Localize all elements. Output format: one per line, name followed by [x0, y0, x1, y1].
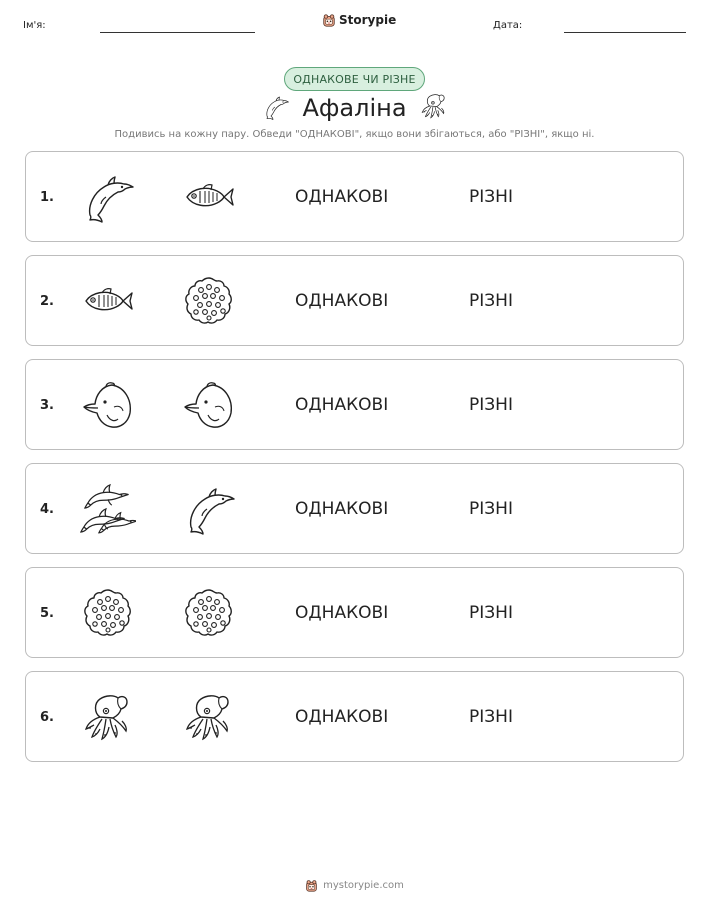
- page-title: Афаліна: [302, 94, 407, 122]
- dolphin-head-icon: [181, 377, 237, 433]
- row-number: 5.: [40, 606, 54, 621]
- storypie-logo: [322, 13, 396, 27]
- row-number: 1.: [40, 190, 54, 205]
- row-number: 3.: [40, 398, 54, 413]
- option-same[interactable]: ОДНАКОВІ: [295, 603, 389, 623]
- row-number: 6.: [40, 710, 54, 725]
- dolphin-group-icon: [80, 481, 136, 537]
- option-different[interactable]: РІЗНІ: [469, 499, 513, 519]
- option-different[interactable]: РІЗНІ: [469, 291, 513, 311]
- question-row: [25, 359, 684, 450]
- option-same[interactable]: ОДНАКОВІ: [295, 291, 389, 311]
- fish-icon: [181, 169, 237, 225]
- coral-icon: [181, 273, 237, 329]
- coral-icon: [80, 585, 136, 641]
- option-different[interactable]: РІЗНІ: [469, 603, 513, 623]
- dolphin-icon: [181, 481, 237, 537]
- instructions: Подивись на кожну пару. Обведи "ОДНАКОВІ", якщо вони збігаються, або "РІЗНІ", якщо ні.: [114, 129, 595, 140]
- question-row: [25, 567, 684, 658]
- date-field-line[interactable]: [564, 32, 686, 33]
- footer-url: mystorypie.com: [323, 880, 404, 891]
- dolphin-head-icon: [80, 377, 136, 433]
- worksheet-type-badge: ОДНАКОВЕ ЧИ РІЗНЕ: [284, 67, 425, 91]
- worksheet-header: [0, 0, 709, 50]
- mascot-icon: [305, 879, 318, 892]
- option-same[interactable]: ОДНАКОВІ: [295, 395, 389, 415]
- name-label: Ім'я:: [23, 20, 46, 31]
- row-number: 2.: [40, 294, 54, 309]
- option-different[interactable]: РІЗНІ: [469, 395, 513, 415]
- option-different[interactable]: РІЗНІ: [469, 187, 513, 207]
- name-field-line[interactable]: [100, 32, 255, 33]
- footer: [0, 879, 709, 892]
- octopus-icon: [80, 689, 136, 745]
- octopus-icon: [181, 689, 237, 745]
- option-same[interactable]: ОДНАКОВІ: [295, 499, 389, 519]
- date-label: Дата:: [493, 20, 523, 31]
- row-number: 4.: [40, 502, 54, 517]
- option-same[interactable]: ОДНАКОВІ: [295, 187, 389, 207]
- question-row: [25, 463, 684, 554]
- question-row: [25, 255, 684, 346]
- question-row: [25, 151, 684, 242]
- option-same[interactable]: ОДНАКОВІ: [295, 707, 389, 727]
- option-different[interactable]: РІЗНІ: [469, 707, 513, 727]
- question-row: [25, 671, 684, 762]
- dolphin-icon: [80, 169, 136, 225]
- mascot-icon: [322, 13, 336, 27]
- octopus-icon: [418, 91, 450, 121]
- fish-icon: [80, 273, 136, 329]
- coral-icon: [181, 585, 237, 641]
- brand-name: Storypie: [339, 13, 397, 27]
